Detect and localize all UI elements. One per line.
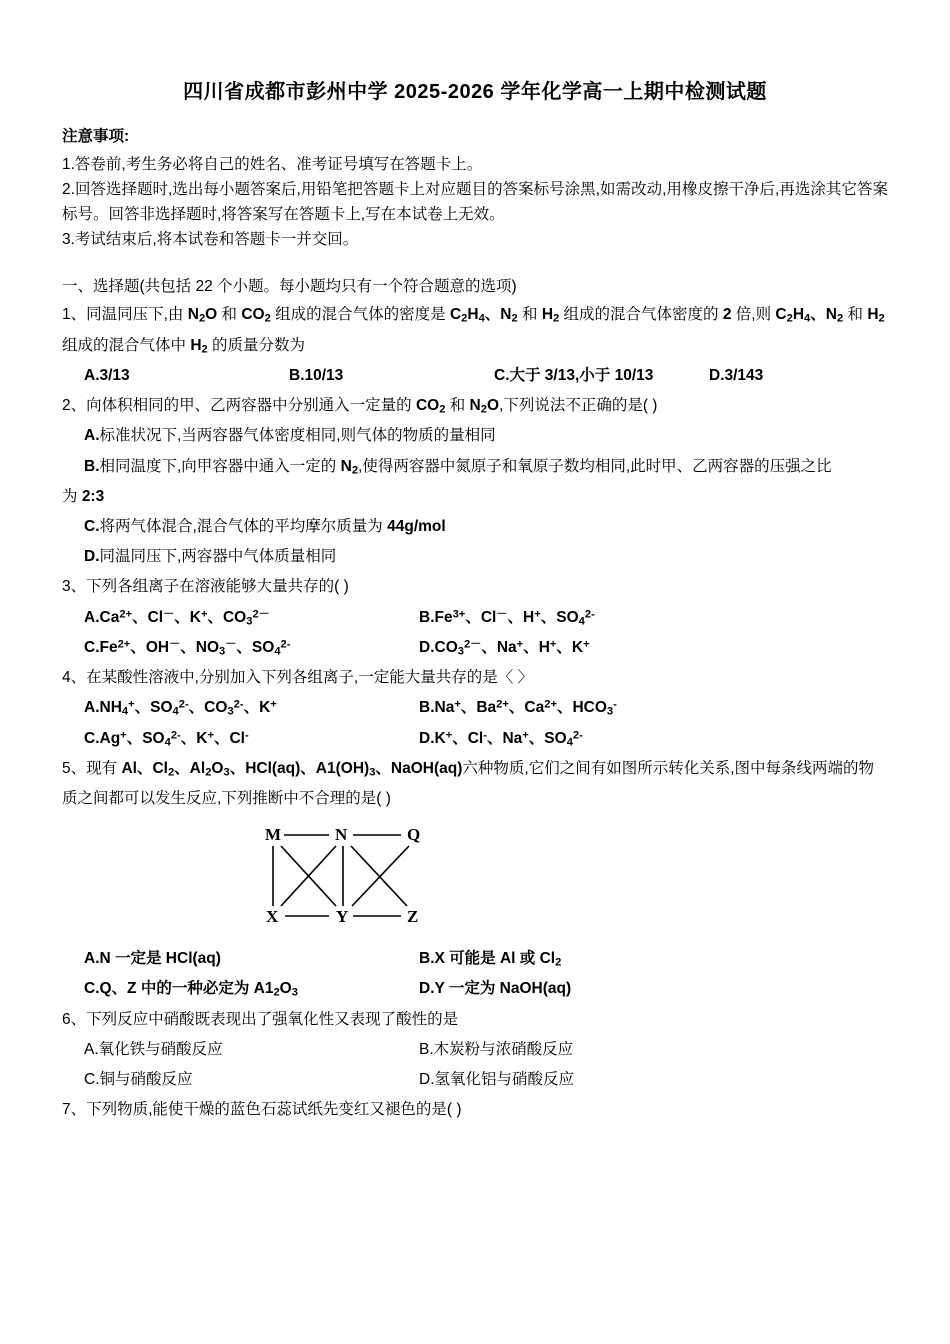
question-2-option-d[interactable]: D.同温同压下,两容器中气体质量相同 — [84, 548, 337, 566]
question-2-stem: 2、向体积相同的甲、乙两容器中分别通入一定量的 $CO_2$ 和 $N_2O$,下列说法不正确的是( ) — [62, 397, 658, 416]
question-1-options — [62, 361, 888, 391]
question-5-figure — [62, 824, 888, 934]
question-2-option-b[interactable]: B.相同温度下,向甲容器中通入一定的 $N_2$,使得两容器中氮原子和氧原子数均相同,此时甲、乙两容器的压强之比 — [84, 457, 832, 476]
question-4-options-row2 — [62, 724, 888, 754]
question-3-option-d[interactable]: $D.CO_3^{2-}$、Na+、H+、K+ — [419, 638, 590, 658]
question-3-option-c[interactable]: $C.Fe^{2+}$、OH－、$NO_3^-$、$SO_4^{2-}$ — [84, 638, 291, 658]
question-3-option-a[interactable]: $A.Ca^{2+}$、Cl－、K+、$CO_3^{2-}$ — [84, 607, 270, 628]
question-5-option-a[interactable]: A.N 一定是 HCl(aq) — [84, 950, 221, 968]
question-6-option-d[interactable]: D.氢氧化铝与硝酸反应 — [419, 1071, 575, 1089]
question-5-options-row1 — [62, 944, 888, 974]
question-5-option-d[interactable]: D.Y 一定为 NaOH(aq) — [419, 980, 572, 998]
question-5-stem: 5、现有 Al、$Cl_2$、$Al_2O_3$、HCl(aq)、$A1(OH)_3$、NaOH(aq)六种物质,它们之间有如图所示转化关系,图中每条线两端的物 — [62, 759, 875, 779]
notice-line-3: 3.考试结束后,将本试卷和答题卡一并交回。 — [62, 231, 359, 249]
diagram-label-m: M — [265, 825, 282, 845]
transformation-diagram — [257, 824, 467, 929]
question-6-stem: 6、下列反应中硝酸既表现出了强氧化性又表现了酸性的是 — [62, 1010, 459, 1028]
page-title: 四川省成都市彭州中学 2025-2026 学年化学高一上期中检测试题 — [183, 81, 767, 103]
question-5-option-c[interactable]: C.Q、Z 中的一种必定为 $A1_2O_3$ — [84, 980, 298, 999]
question-1-option-d[interactable]: D.3/143 — [709, 366, 764, 384]
question-4-stem: 4、在某酸性溶液中,分别加入下列各组离子,一定能大量共存的是〈 〉 — [62, 669, 534, 687]
question-6-options-row1 — [62, 1035, 888, 1065]
question-6-option-a[interactable]: A.氧化铁与硝酸反应 — [84, 1040, 223, 1058]
question-4-option-d[interactable]: D.K+、Cl-、Na+、$SO_4^{2-}$ — [419, 728, 583, 748]
question-5-option-b[interactable]: B.X 可能是 Al 或 $Cl_2$ — [419, 950, 562, 969]
question-2-option-c[interactable]: C.将两气体混合,混合气体的平均摩尔质量为 44g/mol — [84, 517, 446, 535]
question-3-option-b[interactable]: $B.Fe^{3+}$、Cl－、H+、$SO_4^{2-}$ — [419, 607, 595, 628]
diagram-label-z: Z — [407, 907, 419, 927]
notice-line-2: 2.回答选择题时,选出每小题答案后,用铅笔把答题卡上对应题目的答案标号涂黑,如需改动,用橡皮擦干净后,再选涂其它答案标号。回答非选择题时,将答案写在答题卡上,写在本试卷上无效。 — [62, 181, 888, 224]
question-1-option-a[interactable]: A.3/13 — [84, 366, 130, 384]
diagram-label-n: N — [335, 825, 348, 845]
question-3-options-row2 — [62, 633, 888, 663]
question-4-option-a[interactable]: $A.NH_4^+$、$SO_4^{2-}$、$CO_3^{2-}$、K+ — [84, 698, 277, 718]
question-2-option-b-cont: 为 2:3 — [62, 487, 105, 505]
question-5-stem-cont: 质之间都可以发生反应,下列推断中不合理的是( ) — [62, 789, 391, 807]
question-3-stem: 3、下列各组离子在溶液能够大量共存的( ) — [62, 578, 349, 596]
diagram-label-y: Y — [336, 907, 349, 927]
section-heading-choice: 一、选择题(共包括 22 个小题。每小题均只有一个符合题意的选项) — [62, 278, 517, 296]
question-5-options-row2 — [62, 974, 888, 1004]
diagram-label-x: X — [266, 907, 279, 927]
question-1-option-b[interactable]: B.10/13 — [289, 366, 344, 384]
diagram-label-q: Q — [407, 825, 421, 845]
question-1-option-c[interactable]: C.大于 3/13,小于 10/13 — [494, 366, 654, 384]
question-6-options-row2 — [62, 1065, 888, 1095]
question-4-options-row1 — [62, 693, 888, 723]
notice-line-1: 1.答卷前,考生务必将自己的姓名、准考证号填写在答题卡上。 — [62, 156, 483, 173]
question-4-option-b[interactable]: B.Na+、$Ba^{2+}$、$Ca^{2+}$、$HCO_3^-$ — [419, 698, 617, 718]
question-1-stem: 1、同温同压下,由 $N_2O$ 和 $CO_2$ 组成的混合气体的密度是 $C_2H_4$、$N_2$ 和 $H_2$ 组成的混合气体密度的 2 倍,则 $C_2H_4$、$N_2$ 和 $H_2$ — [62, 306, 885, 325]
question-6-option-b[interactable]: B.木炭粉与浓硝酸反应 — [419, 1040, 574, 1058]
question-1-stem-cont: 组成的混合气体中 $H_2$ 的质量分数为 — [62, 336, 306, 356]
question-2-option-a[interactable]: A.标准状况下,当两容器气体密度相同,则气体的物质的量相同 — [84, 427, 496, 445]
question-4-option-c[interactable]: C.Ag+、$SO_4^{2-}$、K+、Cl- — [84, 728, 249, 748]
question-7-stem: 7、下列物质,能使干燥的蓝色石蕊试纸先变红又褪色的是( ) — [62, 1101, 462, 1119]
question-6-option-c[interactable]: C.铜与硝酸反应 — [84, 1071, 193, 1089]
notice-heading: 注意事项: — [62, 128, 130, 145]
question-3-options-row1 — [62, 603, 888, 633]
